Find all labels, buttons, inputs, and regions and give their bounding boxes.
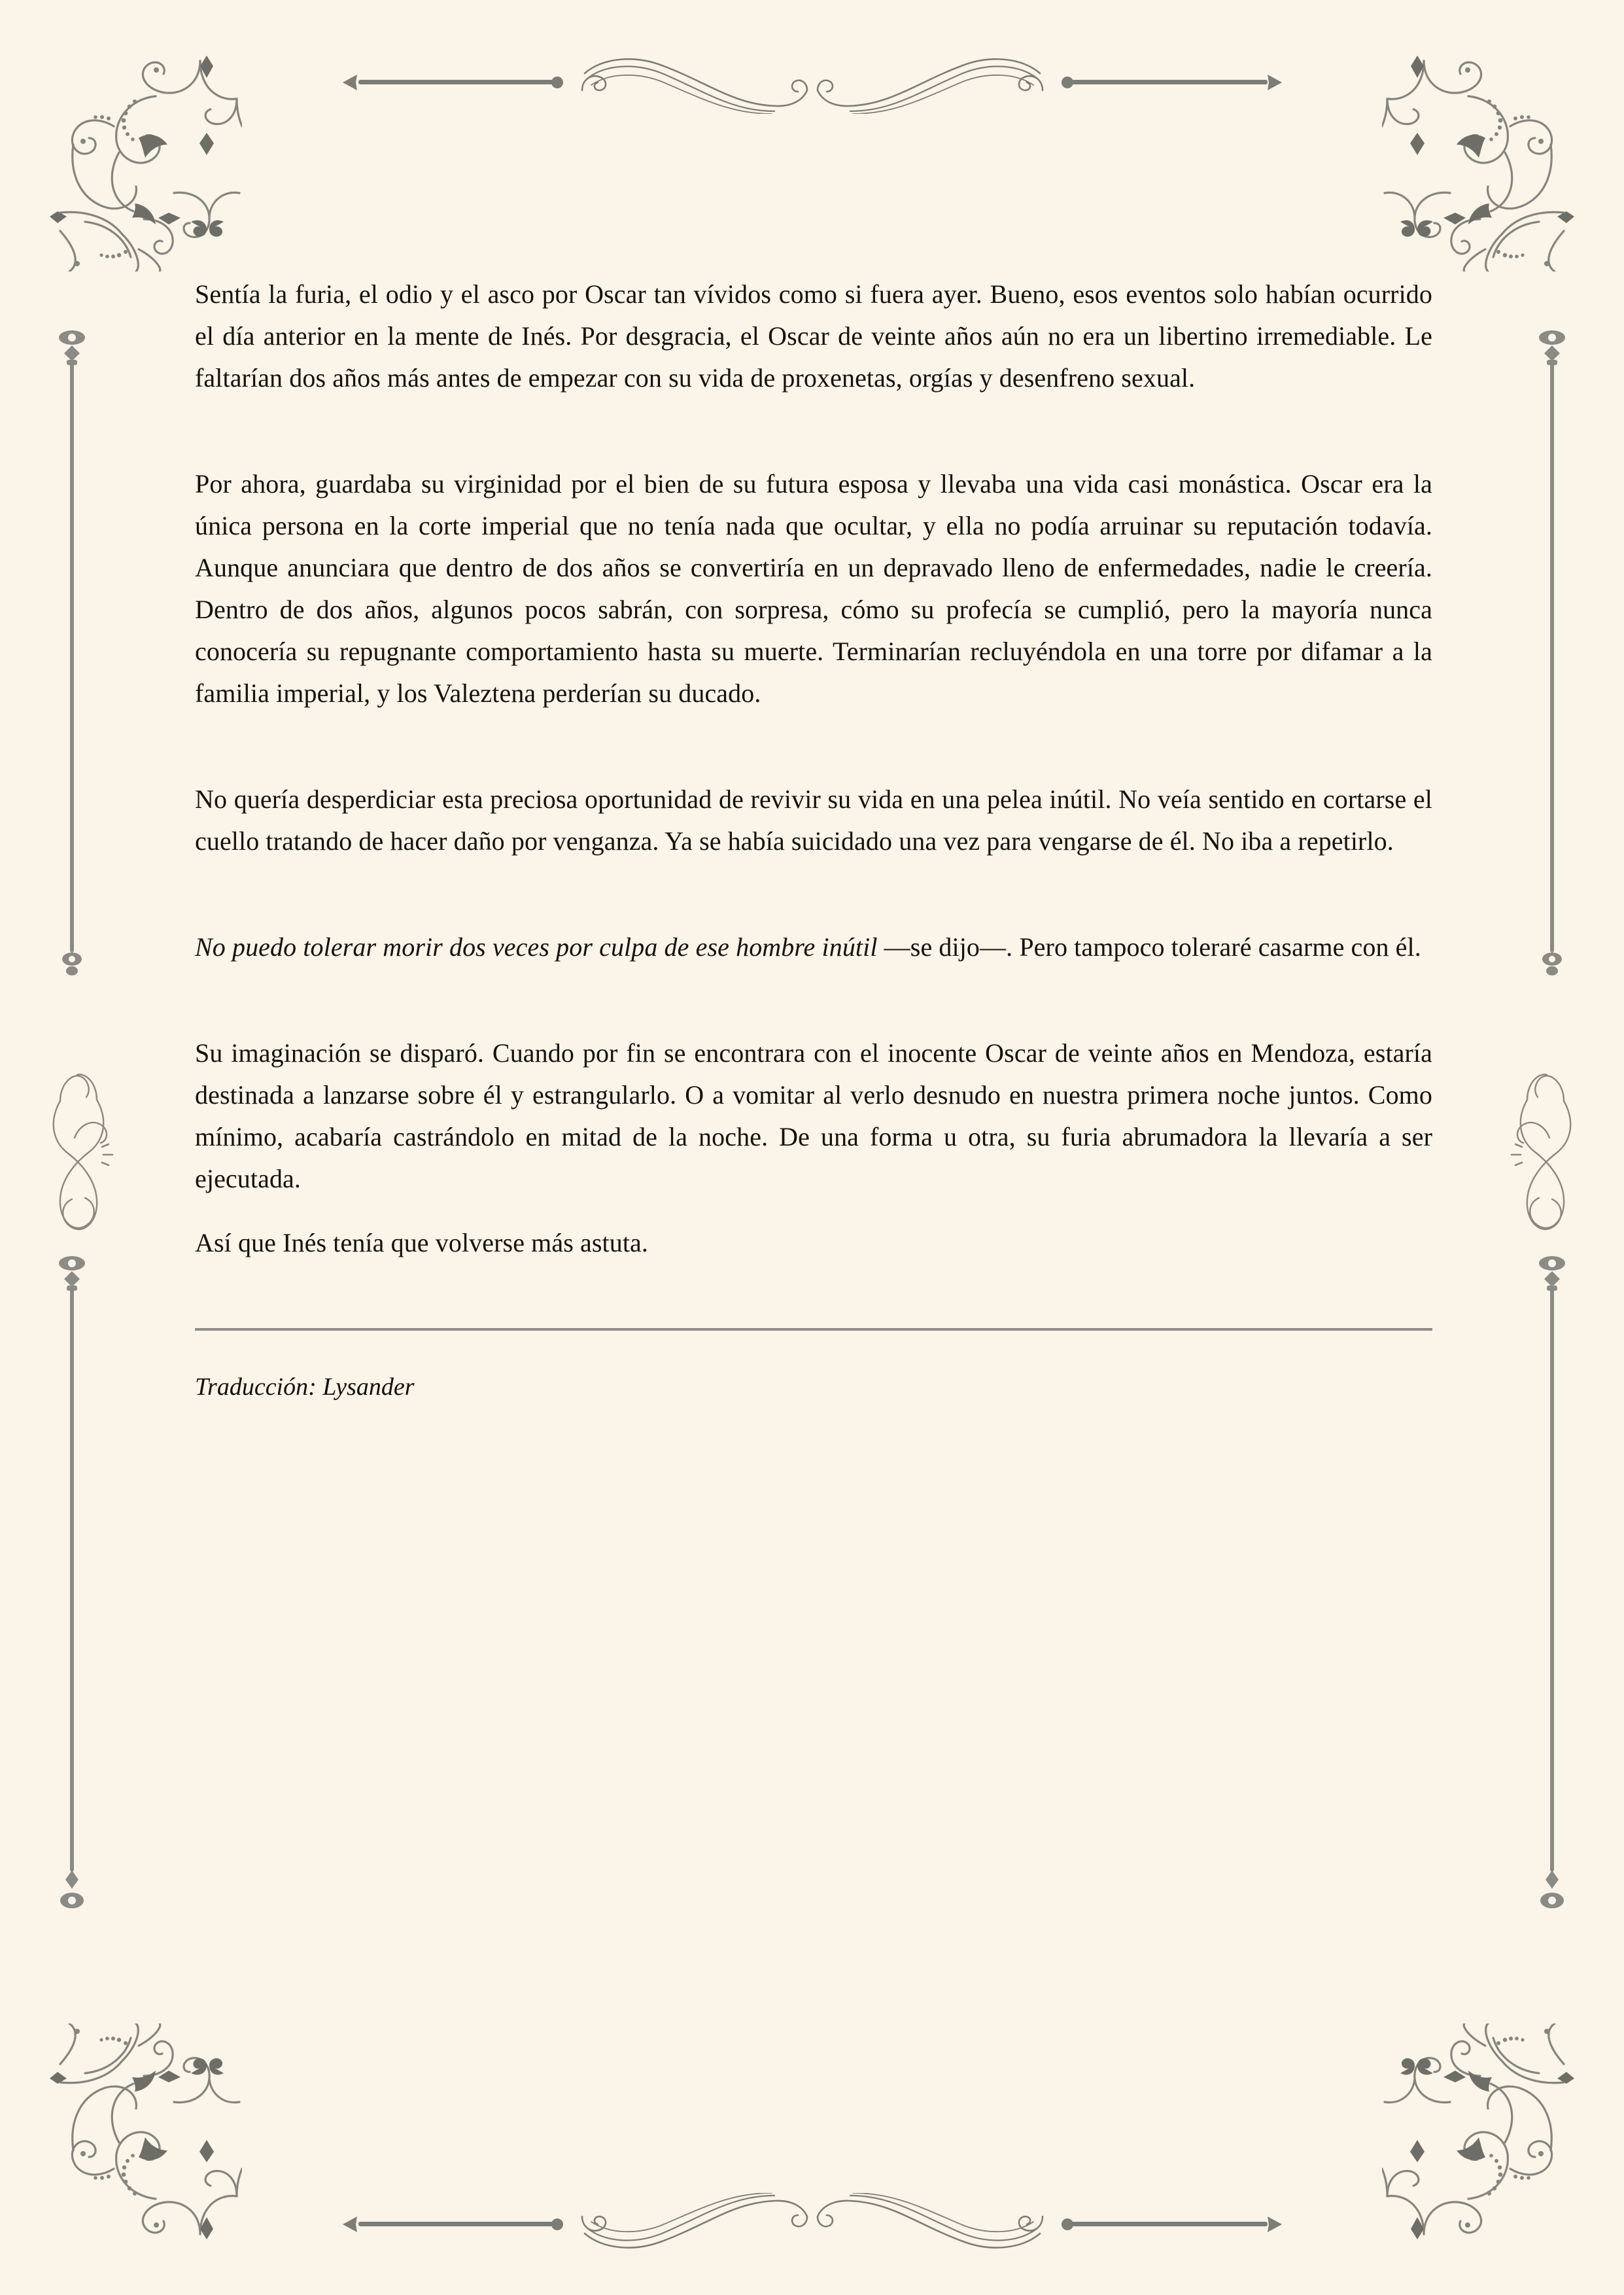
finial-rod-ornament-left-upper — [58, 327, 86, 981]
paragraph-3: No quería desperdiciar esta preciosa oportunidad de revivir su vida en una pelea inútil. No veía sentido en cortarse el cuello tratando de hacer daño por venganza. Ya se había suicidado una vez para vengarse de él. No iba a repetirlo. — [195, 784, 1432, 856]
document-body — [195, 273, 1432, 1406]
paragraph-2: Por ahora, guardaba su virginidad por el bien de su futura esposa y llevaba una vida casi monástica. Oscar era la única persona en la corte imperial que no tenía nada que ocultar, y ella no podía arruinar su reputación todavía. Aunque anunciara que dentro de dos años se convertiría en un depravado lleno de enfermedades, nadie le creería. Dentro de dos años, algunos pocos sabrán, con sorpresa, cómo su profecía se cumplió, pero la mayoría nunca conocería su repugnante comportamiento hasta su muerte. Terminarían recluyéndola en una torre por difamar a la familia imperial, y los Valeztena perderían su ducado. — [195, 469, 1432, 708]
infinity-knot-ornament-right — [1498, 1057, 1583, 1246]
swash-flourish-divider-top — [341, 51, 1283, 114]
finial-rod-ornament-right-upper — [1538, 327, 1566, 981]
filigree-corner-ornament-bottom-right — [1382, 2023, 1578, 2239]
finial-rod-ornament-left-lower — [58, 1253, 86, 1914]
finial-rod-ornament-right-lower — [1538, 1253, 1566, 1914]
translation-credit: Traducción: Lysander — [195, 1373, 415, 1401]
filigree-corner-ornament-bottom-left — [46, 2023, 242, 2239]
paragraph-4-italic-thought: No puedo tolerar morir dos veces por culpa de ese hombre inútil — [195, 932, 878, 962]
paragraph-5: Su imaginación se disparó. Cuando por fin se encontrara con el inocente Oscar de veinte años en Mendoza, estaría destinada a lanzarse sobre él y estrangularlo. O a vomitar al verlo desnudo en nuestra primera noche juntos. Como mínimo, acabaría castrándolo en mitad de la noche. De una forma u otra, su furia abrumadora la llevaría a ser ejecutada. — [195, 1038, 1432, 1193]
filigree-corner-ornament-top-right — [1382, 56, 1578, 272]
swash-flourish-divider-bottom — [341, 2193, 1283, 2256]
paragraph-6: Así que Inés tenía que volverse más astuta. — [195, 1228, 648, 1257]
paragraph-4-roman-tail: —se dijo—. Pero tampoco toleraré casarme con él. — [877, 932, 1421, 962]
paragraph-4-dialogue — [195, 926, 1432, 968]
filigree-corner-ornament-top-left — [46, 56, 242, 272]
section-divider-rule — [195, 1328, 1432, 1331]
infinity-knot-ornament-left — [41, 1057, 126, 1246]
paragraph-1: Sentía la furia, el odio y el asco por Oscar tan vívidos como si fuera ayer. Bueno, esos eventos solo habían ocurrido el día anterior en la mente de Inés. Por desgracia, el Oscar de veinte años aún no era un libertino irremediable. Le faltarían dos años más antes de empezar con su vida de proxenetas, orgías y desenfreno sexual. — [195, 279, 1432, 393]
